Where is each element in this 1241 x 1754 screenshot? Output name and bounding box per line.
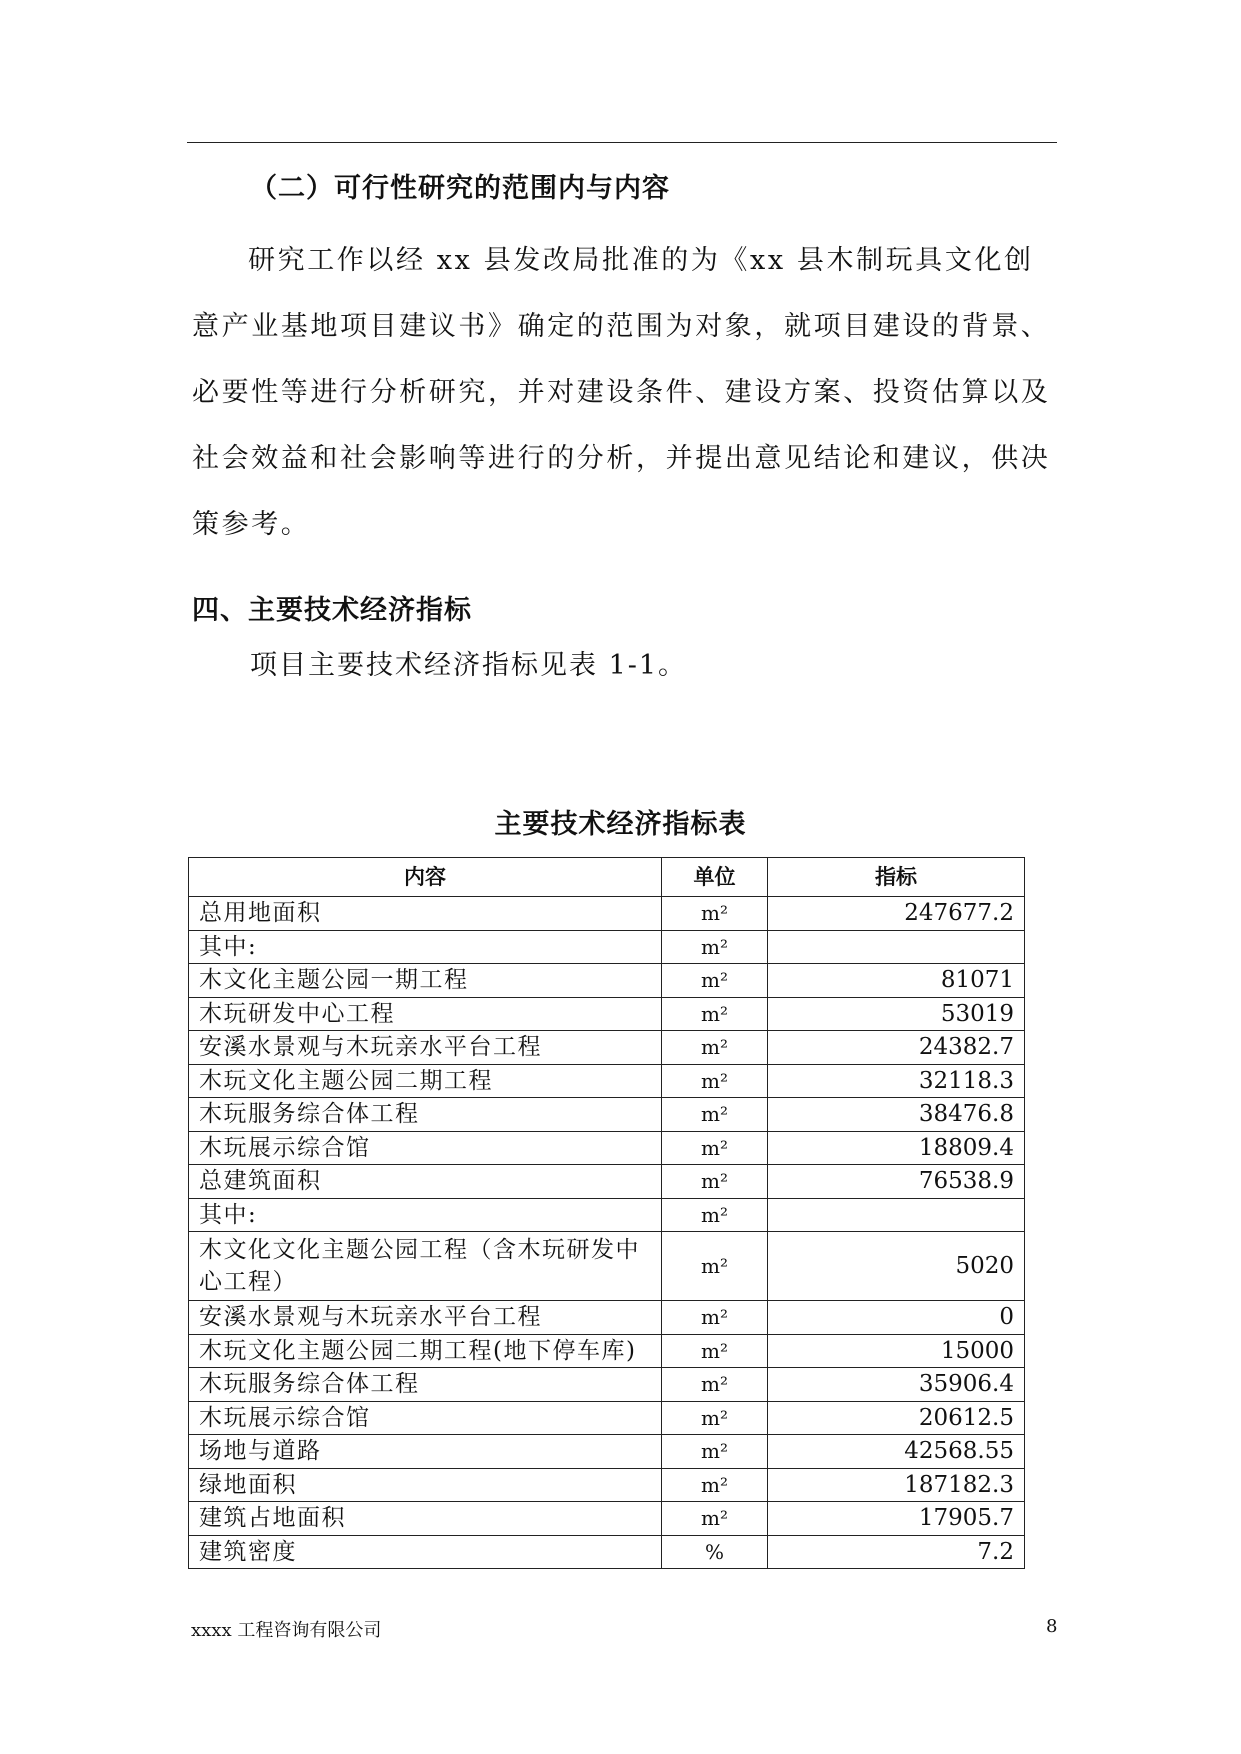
cell-content: 木玩研发中心工程 — [189, 997, 662, 1031]
table-row — [189, 1165, 1025, 1199]
table-body — [189, 897, 1025, 1569]
cell-content: 场地与道路 — [189, 1435, 662, 1469]
cell-value: 81071 — [768, 964, 1025, 998]
cell-content: 木玩服务综合体工程 — [189, 1098, 662, 1132]
cell-value: 0 — [768, 1301, 1025, 1335]
table-row — [189, 1502, 1025, 1536]
cell-content: 总建筑面积 — [189, 1165, 662, 1199]
table-row — [189, 1401, 1025, 1435]
cell-value: 20612.5 — [768, 1401, 1025, 1435]
table-row — [189, 1198, 1025, 1232]
table-row — [189, 1468, 1025, 1502]
table-row — [189, 1535, 1025, 1569]
cell-value: 32118.3 — [768, 1064, 1025, 1098]
cell-content: 安溪水景观与木玩亲水平台工程 — [189, 1301, 662, 1335]
cell-unit: m² — [662, 1232, 768, 1301]
table-reference-note: 项目主要技术经济指标见表 1-1。 — [250, 650, 688, 681]
cell-value: 7.2 — [768, 1535, 1025, 1569]
cell-unit: m² — [662, 1301, 768, 1335]
cell-value: 53019 — [768, 997, 1025, 1031]
cell-unit: m² — [662, 1334, 768, 1368]
page-number: 8 — [1046, 1616, 1058, 1637]
cell-unit: m² — [662, 1198, 768, 1232]
cell-unit: m² — [662, 897, 768, 931]
section-heading: （二）可行性研究的范围内与内容 — [250, 173, 670, 204]
cell-unit: m² — [662, 1165, 768, 1199]
cell-content: 木玩服务综合体工程 — [189, 1368, 662, 1402]
table-row — [189, 1098, 1025, 1132]
cell-value: 76538.9 — [768, 1165, 1025, 1199]
cell-content: 木玩文化主题公园二期工程 — [189, 1064, 662, 1098]
header-value: 指标 — [768, 858, 1025, 897]
cell-value: 18809.4 — [768, 1131, 1025, 1165]
body-paragraph — [192, 228, 1057, 558]
cell-unit: % — [662, 1535, 768, 1569]
cell-value — [768, 930, 1025, 964]
cell-unit: m² — [662, 1468, 768, 1502]
cell-unit: m² — [662, 1401, 768, 1435]
table-row — [189, 997, 1025, 1031]
table-row — [189, 1301, 1025, 1335]
table-row — [189, 897, 1025, 931]
cell-unit: m² — [662, 1031, 768, 1065]
cell-unit: m² — [662, 1064, 768, 1098]
table-row — [189, 1435, 1025, 1469]
table-row — [189, 1031, 1025, 1065]
cell-unit: m² — [662, 1368, 768, 1402]
cell-content: 安溪水景观与木玩亲水平台工程 — [189, 1031, 662, 1065]
cell-value: 5020 — [768, 1232, 1025, 1301]
header-content: 内容 — [189, 858, 662, 897]
cell-unit: m² — [662, 964, 768, 998]
cell-value: 42568.55 — [768, 1435, 1025, 1469]
cell-content: 木玩展示综合馆 — [189, 1401, 662, 1435]
cell-content: 木文化主题公园一期工程 — [189, 964, 662, 998]
cell-value: 35906.4 — [768, 1368, 1025, 1402]
cell-content: 其中: — [189, 1198, 662, 1232]
table-row — [189, 1064, 1025, 1098]
cell-value: 247677.2 — [768, 897, 1025, 931]
table-row — [189, 1232, 1025, 1301]
cell-value: 17905.7 — [768, 1502, 1025, 1536]
table-row — [189, 1131, 1025, 1165]
cell-unit: m² — [662, 1131, 768, 1165]
cell-value: 15000 — [768, 1334, 1025, 1368]
table-header-row — [189, 858, 1025, 897]
cell-content: 木玩文化主题公园二期工程(地下停车库) — [189, 1334, 662, 1368]
cell-content: 木文化文化主题公园工程（含木玩研发中心工程） — [189, 1232, 662, 1301]
cell-content: 绿地面积 — [189, 1468, 662, 1502]
cell-content: 建筑占地面积 — [189, 1502, 662, 1536]
cell-content: 其中: — [189, 930, 662, 964]
footer-company: xxxx 工程咨询有限公司 — [191, 1620, 382, 1641]
cell-content: 木玩展示综合馆 — [189, 1131, 662, 1165]
header-unit: 单位 — [662, 858, 768, 897]
cell-unit: m² — [662, 1098, 768, 1132]
cell-value: 24382.7 — [768, 1031, 1025, 1065]
table-row — [189, 1334, 1025, 1368]
cell-value — [768, 1198, 1025, 1232]
table-row — [189, 964, 1025, 998]
cell-content: 建筑密度 — [189, 1535, 662, 1569]
table-title: 主要技术经济指标表 — [494, 809, 747, 840]
cell-content: 总用地面积 — [189, 897, 662, 931]
cell-unit: m² — [662, 1502, 768, 1536]
indicator-table — [188, 857, 1025, 1569]
table-row — [189, 1368, 1025, 1402]
header-rule — [187, 142, 1057, 143]
table-row — [189, 930, 1025, 964]
cell-unit: m² — [662, 1435, 768, 1469]
cell-value: 38476.8 — [768, 1098, 1025, 1132]
cell-value: 187182.3 — [768, 1468, 1025, 1502]
cell-unit: m² — [662, 930, 768, 964]
chapter-heading: 四、主要技术经济指标 — [192, 595, 472, 626]
cell-unit: m² — [662, 997, 768, 1031]
body-paragraph-text: 研究工作以经 xx 县发改局批准的为《xx 县木制玩具文化创意产业基地项目建议书》确定的范围为对象，就项目建设的背景、必要性等进行分析研究，并对建设条件、建设方案、投资估算以及社会效益和社会影响等进行的分析，并提出意见结论和建议，供决策参考。 — [192, 245, 1051, 540]
